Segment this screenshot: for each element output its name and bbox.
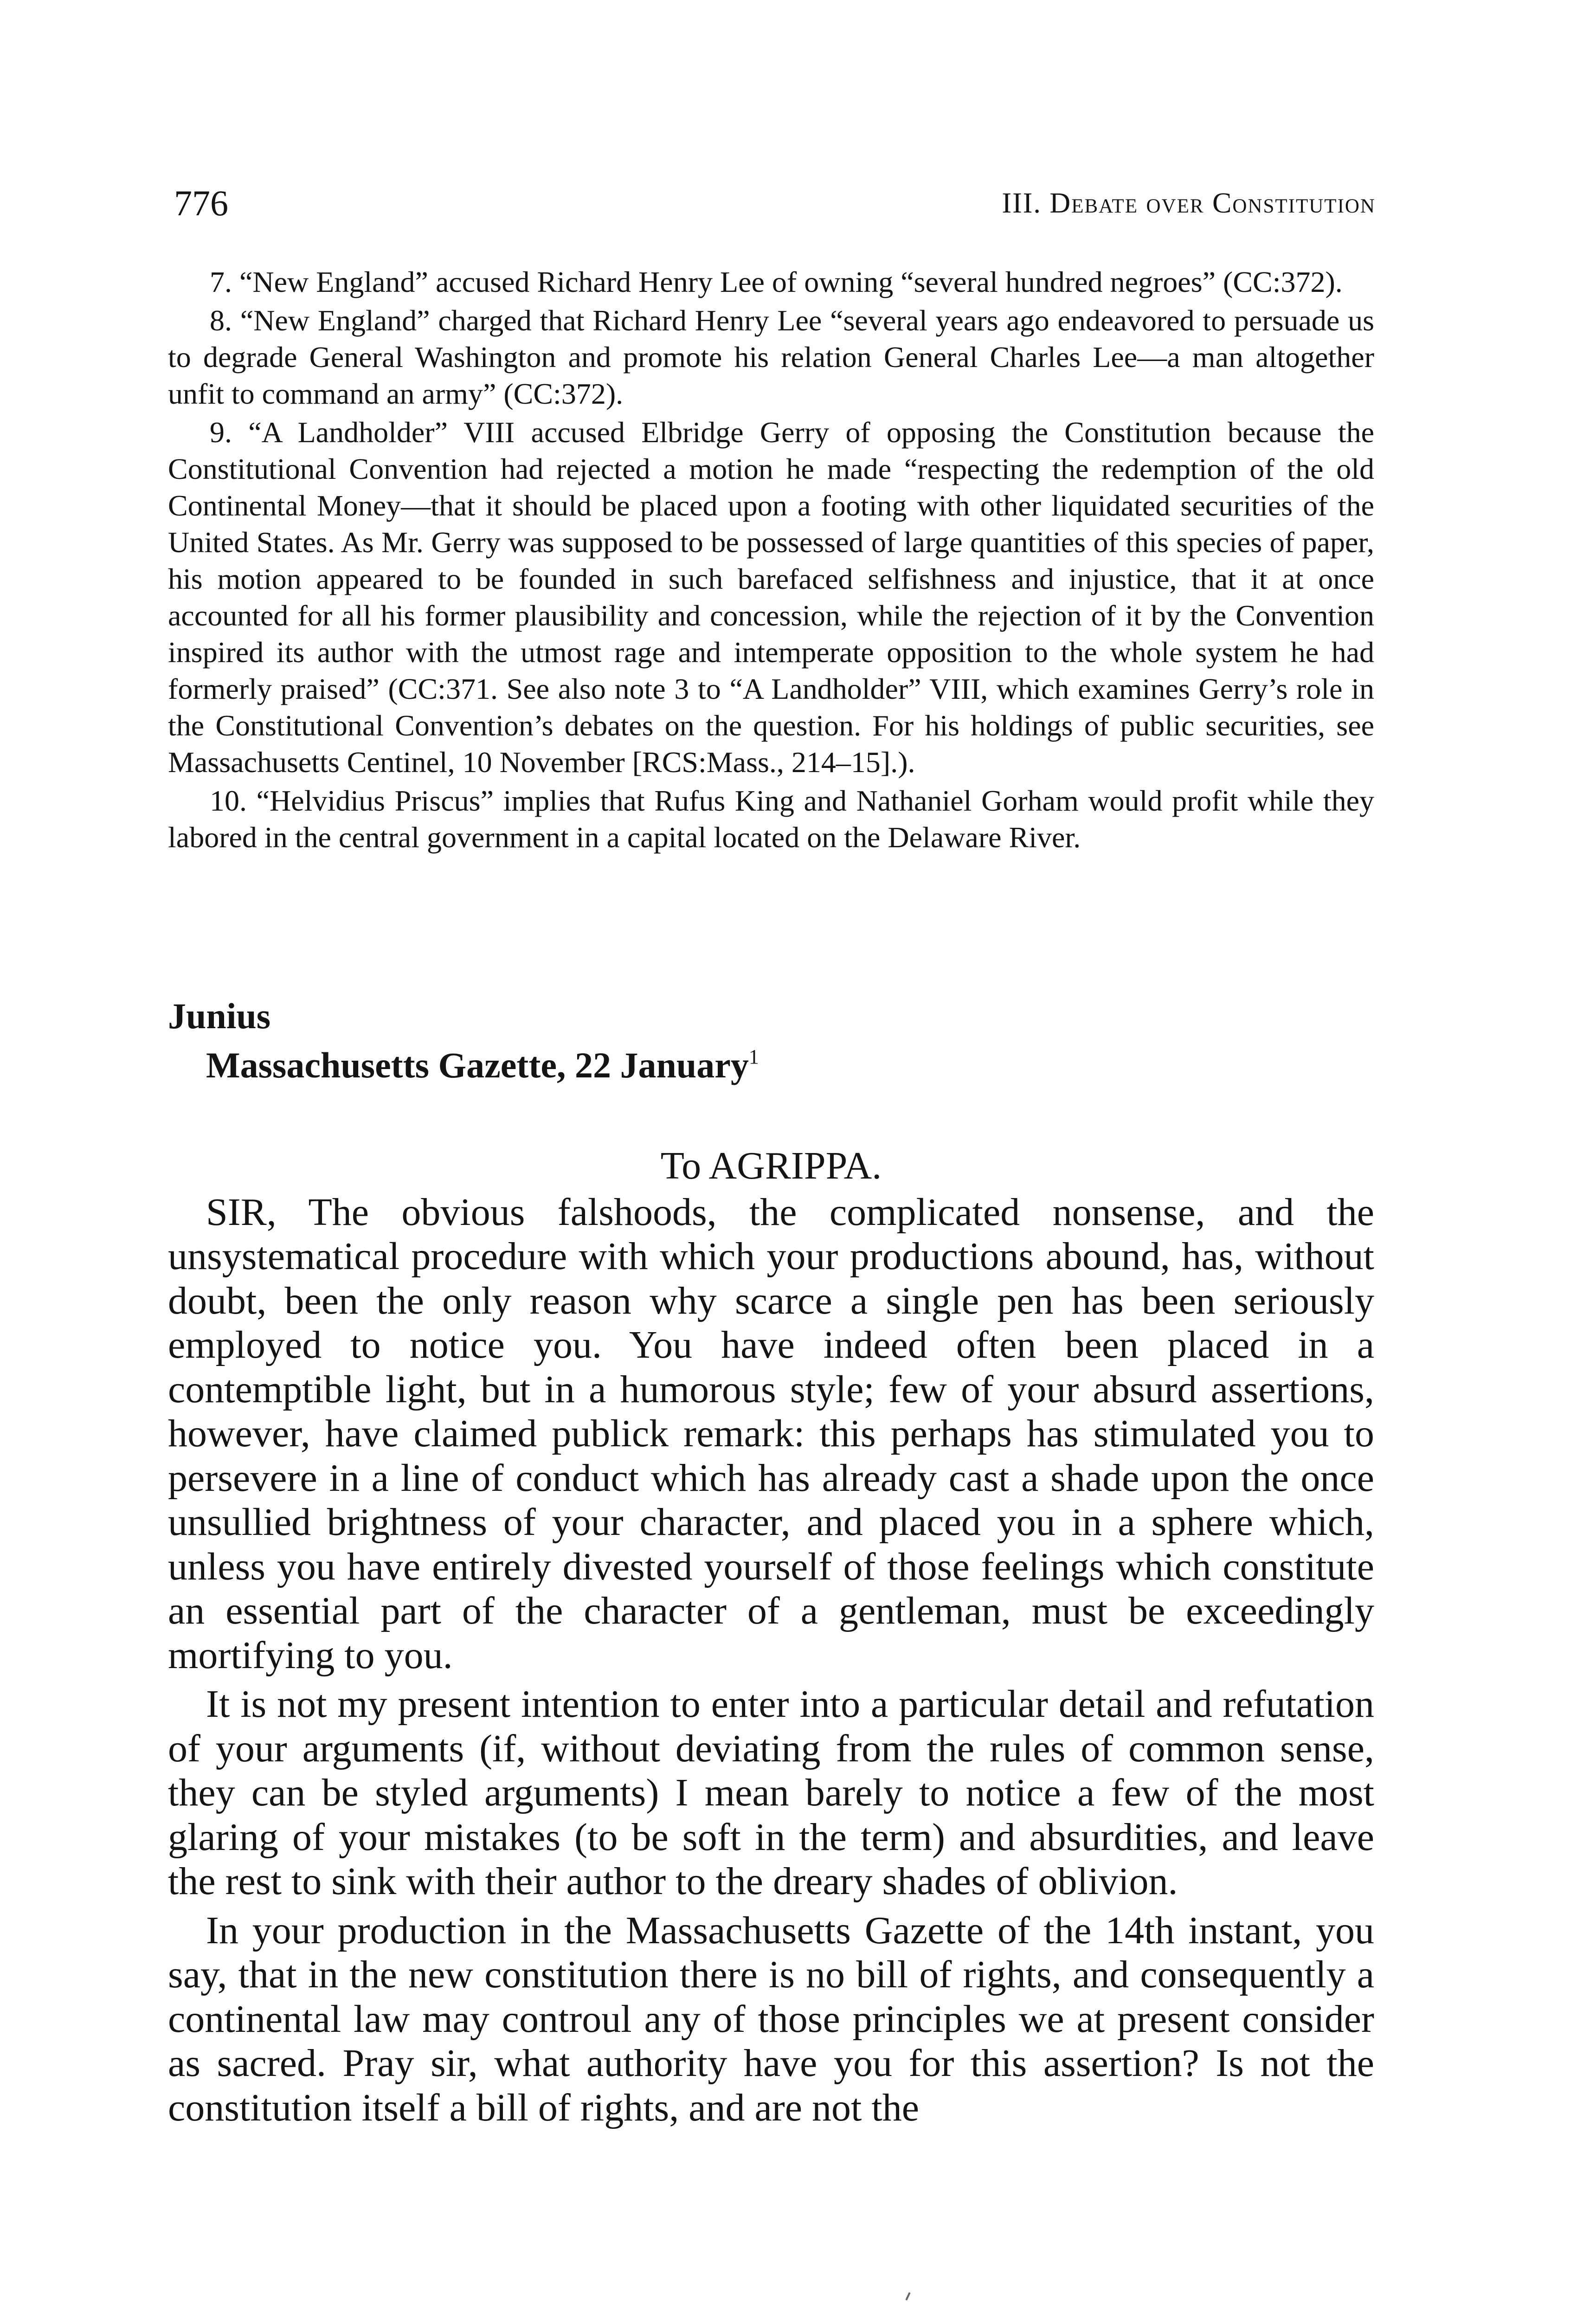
section-title: III. Debate over Constitution: [1002, 187, 1376, 219]
note-10: 10. “Helvidius Priscus” implies that Rufus King and Nathaniel Gorham would profit while they labored in the central government in a capital located on the Delaware River.: [168, 784, 1374, 854]
running-head: [174, 178, 1376, 229]
note-9: 9. “A Landholder” VIII accused Elbridge Gerry of opposing the Constitution because the Constitutional Convention had rejected a motion he made “respecting the redemption of the old Continental Money—that it should be placed upon a footing with other liquidated securities of the United States. As Mr. Gerry was supposed to be possessed of large quantities of this species of paper, his motion appeared to be founded in such barefaced selfishness and injustice, that it at once accounted for all his former plausibility and concession, while the rejection of it by the Convention inspired its author with the utmost rage and intemperate opposition to the whole system he had formerly praised” (CC:371. See also note 3 to “A Landholder” VIII, which examines Gerry’s role in the Constitutional Convention’s debates on the question. For his holdings of public securities, see Massachusetts Centinel, 10 November [RCS:Mass., 214–15].).: [168, 416, 1374, 779]
stray-mark: [905, 2292, 910, 2301]
article-source-text: Massachusetts Gazette, 22 January: [206, 1045, 749, 1085]
salutation: To AGRIPPA.: [660, 1144, 882, 1187]
article-body: [168, 1144, 1374, 2130]
source-note-ref: 1: [748, 1045, 759, 1068]
body-paragraph-3: In your production in the Massachusetts Gazette of the 14th instant, you say, that in the new constitution there is no bill of rights, and consequently a continental law may controul any of those principles we at present consider as sacred. Pray sir, what authority have you for this assertion? Is not the constitution itself a bill of rights, and are not the: [168, 1908, 1374, 2129]
article-source: [206, 1042, 1374, 1089]
article-heading: [168, 993, 1374, 1089]
note-7: 7. “New England” accused Richard Henry Lee of owning “several hundred negroes” (CC:372).: [210, 265, 1343, 298]
body-paragraph-2: It is not my present intention to enter into a particular detail and refutation of your arguments (if, without deviating from the rules of common sense, they can be styled arguments) I mean barely to notice a few of the most glaring of your mistakes (to be soft in the term) and absurdities, and leave the rest to sink with their author to the dreary shades of oblivion.: [168, 1682, 1374, 1903]
endnotes: [168, 264, 1374, 857]
note-8: 8. “New England” charged that Richard Henry Lee “several years ago endeavored to persuade us to degrade General Washington and promote his relation General Charles Lee—a man altogether unfit to command an army” (CC:372).: [168, 304, 1374, 410]
article-author: Junius: [168, 996, 271, 1036]
page-number: 776: [174, 183, 228, 223]
body-paragraph-1: SIR, The obvious falshoods, the complicated nonsense, and the unsystematical procedure with which your productions abound, has, without doubt, been the only reason why scarce a single pen has been seriously employed to notice you. You have indeed often been placed in a contemptible light, but in a humorous style; few of your absurd assertions, however, have claimed publick remark: this perhaps has stimulated you to persevere in a line of conduct which has already cast a shade upon the once unsullied brightness of your character, and placed you in a sphere which, unless you have entirely divested yourself of those feelings which constitute an essential part of the character of a gentleman, must be exceedingly mortifying to you.: [168, 1190, 1374, 1677]
